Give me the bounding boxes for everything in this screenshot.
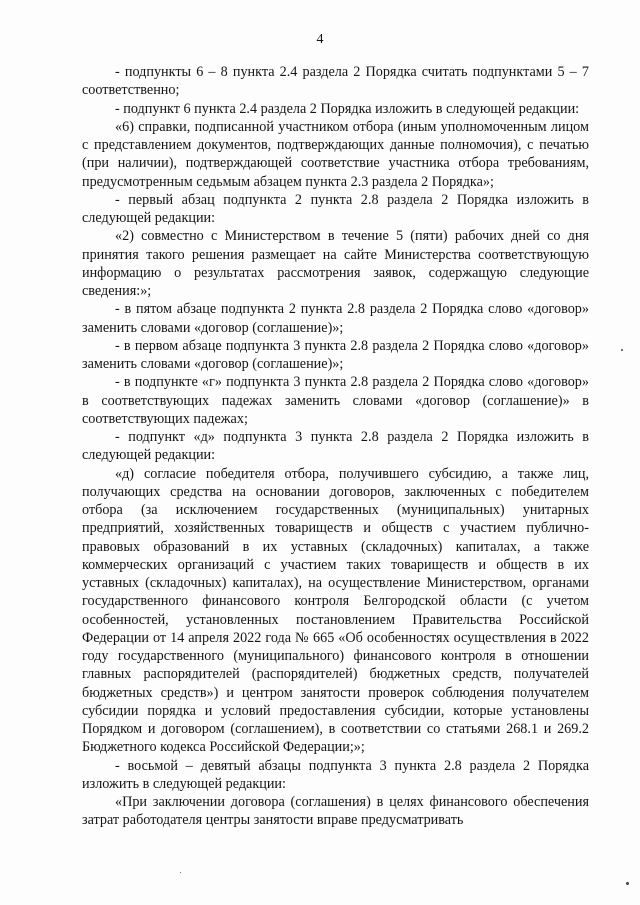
scan-speck [180,872,181,873]
scan-speck [626,882,629,885]
paragraph: «При заключении договора (соглашения) в целях финансового обеспечения затрат работодателя центры занятости вправе предусматривать [82,794,589,829]
page-number: 4 [316,32,324,47]
document-body [82,63,589,830]
paragraph: - в первом абзаце подпункта 3 пункта 2.8 раздела 2 Порядка слово «договор» заменить словами «договор (соглашение)»; [82,337,589,372]
scan-speck [621,349,623,351]
paragraph: «2) совместно с Министерством в течение 5 (пяти) рабочих дней со дня принятия такого решения размещает на сайте Министерства соответствующую информацию о результатах рассмотрения заявок, содержащую следующие сведения:»; [82,228,589,299]
paragraph: «6) справки, подписанной участником отбора (иным уполномоченным лицом с представлением документов, подтверждающих данные полномочия), с печатью (при наличии), подтверждающей соответствие участника отбора требованиям, предусмотренным седьмым абзацем пункта 2.3 раздела 2 Порядка»; [82,118,589,190]
paragraph: - первый абзац подпункта 2 пункта 2.8 раздела 2 Порядка изложить в следующей редакции: [82,191,589,226]
paragraph: - подпункт «д» подпункта 3 пункта 2.8 раздела 2 Порядка изложить в следующей редакции: [82,429,589,464]
paragraph: - в подпункте «г» подпункта 3 пункта 2.8 раздела 2 Порядка слово «договор» в соответствующих падежах заменить словами «договор (соглашение)» в соответствующих падежах; [82,374,589,427]
paragraph: - восьмой – девятый абзацы подпункта 3 пункта 2.8 раздела 2 Порядка изложить в следующей редакции: [82,757,589,792]
paragraph: «д) согласие победителя отбора, получившего субсидию, а также лиц, получающих средства на основании договоров, заключенных с победителем отбора (за исключением государственных (муниципальных) унитарных предприятий, хозяйственных товариществ и обществ с участием публично-правовых образований в их уставных (складочных) капиталах, а также коммерческих организаций с участием таких товариществ и обществ в их уставных (складочных) капиталах), на осуществление Министерством, органами государственного финансового контроля Белгородской области (с учетом особенностей, установленных постановлением Правительства Российской Федерации от 14 апреля 2022 года № 665 «Об особенностях осуществления в 2022 году государственного (муниципального) финансового контроля в отношении главных распорядителей (распорядителей) бюджетных средств, получателей бюджетных средств») и центром занятости проверок соблюдения получателем субсидии порядка и условий предоставления субсидии, которые установлены Порядком и договором (соглашением), в соответствии со статьями 268.1 и 269.2 Бюджетного кодекса Российской Федерации;»; [82,465,589,756]
paragraph: - в пятом абзаце подпункта 2 пункта 2.8 раздела 2 Порядка слово «договор» заменить словами «договор (соглашение)»; [82,301,589,336]
paragraph: - подпункты 6 – 8 пункта 2.4 раздела 2 Порядка считать подпунктами 5 – 7 соответственно; [82,64,589,99]
paragraph: - подпункт 6 пункта 2.4 раздела 2 Порядка изложить в следующей редакции: [115,100,580,117]
